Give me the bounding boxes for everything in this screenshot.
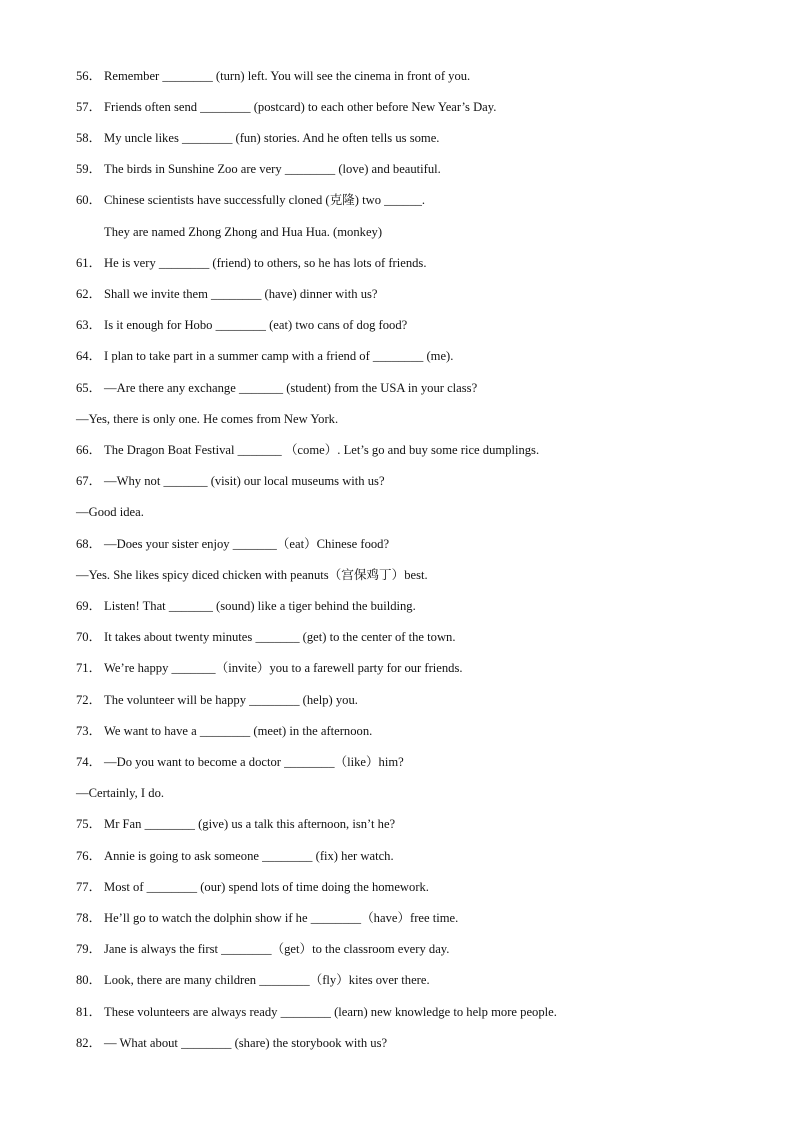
question-text: These volunteers are always ready ________ (learn) new knowledge to help more people. xyxy=(104,1005,557,1019)
question-number: 79． xyxy=(76,942,102,956)
question-number: 61． xyxy=(76,256,102,270)
question-text: —Are there any exchange _______ (student) from the USA in your class? xyxy=(104,381,478,395)
question-text: Listen! That _______ (sound) like a tiger behind the building. xyxy=(104,599,416,613)
question-number: 81． xyxy=(76,1005,102,1019)
question-text: The Dragon Boat Festival _______ （come）. Let’s go and buy some rice dumplings. xyxy=(104,443,540,457)
question-number: 74． xyxy=(76,755,102,769)
question-65 xyxy=(76,380,477,396)
question-59 xyxy=(76,161,441,177)
question-text: Is it enough for Hobo ________ (eat) two cans of dog food? xyxy=(104,318,408,332)
question-text: —Good idea. xyxy=(76,505,144,519)
question-number: 69． xyxy=(76,599,102,613)
question-63 xyxy=(76,317,407,333)
question-number: 80． xyxy=(76,973,102,987)
question-text: Mr Fan ________ (give) us a talk this afternoon, isn’t he? xyxy=(104,817,396,831)
question-number: 71． xyxy=(76,661,102,675)
question-number: 77． xyxy=(76,880,102,894)
question-67 xyxy=(76,473,385,489)
question-number: 65． xyxy=(76,381,102,395)
question-number: 64． xyxy=(76,349,102,363)
question-79 xyxy=(76,941,449,957)
question-number: 68． xyxy=(76,537,102,551)
question-number: 57． xyxy=(76,100,102,114)
question-text: The volunteer will be happy ________ (help) you. xyxy=(104,693,358,707)
question-text: Remember ________ (turn) left. You will see the cinema in front of you. xyxy=(104,69,471,83)
question-60-continuation xyxy=(104,224,382,240)
question-58 xyxy=(76,130,439,146)
question-number: 58． xyxy=(76,131,102,145)
question-text: The birds in Sunshine Zoo are very ________ (love) and beautiful. xyxy=(104,162,441,176)
question-number: 82． xyxy=(76,1036,102,1050)
question-82 xyxy=(76,1035,387,1051)
question-56 xyxy=(76,68,470,84)
question-text: —Why not _______ (visit) our local museums with us? xyxy=(104,474,385,488)
question-number: 75． xyxy=(76,817,102,831)
question-68 xyxy=(76,536,389,552)
question-text: My uncle likes ________ (fun) stories. And he often tells us some. xyxy=(104,131,440,145)
question-number: 59． xyxy=(76,162,102,176)
question-text: Shall we invite them ________ (have) dinner with us? xyxy=(104,287,378,301)
question-71 xyxy=(76,660,463,676)
question-text: — What about ________ (share) the storybook with us? xyxy=(104,1036,388,1050)
question-number: 70． xyxy=(76,630,102,644)
question-text: —Do you want to become a doctor ________（like）him? xyxy=(104,755,404,769)
question-75 xyxy=(76,816,395,832)
question-80 xyxy=(76,972,430,988)
question-text: Chinese scientists have successfully cloned (克隆) two ______. xyxy=(104,193,426,207)
question-61 xyxy=(76,255,426,271)
question-number: 72． xyxy=(76,693,102,707)
question-number: 73． xyxy=(76,724,102,738)
answer-line xyxy=(76,785,164,801)
question-text: —Yes, there is only one. He comes from New York. xyxy=(76,412,339,426)
question-text: Jane is always the first ________（get）to the classroom every day. xyxy=(104,942,450,956)
question-text: —Yes. She likes spicy diced chicken with peanuts（宫保鸡丁）best. xyxy=(76,568,428,582)
question-text: —Does your sister enjoy _______（eat）Chinese food? xyxy=(104,537,390,551)
question-text: —Certainly, I do. xyxy=(76,786,165,800)
question-81 xyxy=(76,1004,557,1020)
question-57 xyxy=(76,99,496,115)
question-text: Most of ________ (our) spend lots of time doing the homework. xyxy=(104,880,429,894)
question-text: He’ll go to watch the dolphin show if he ________（have）free time. xyxy=(104,911,459,925)
question-text: We’re happy _______（invite）you to a farewell party for our friends. xyxy=(104,661,463,675)
question-text: They are named Zhong Zhong and Hua Hua. (monkey) xyxy=(104,225,383,239)
question-text: It takes about twenty minutes _______ (get) to the center of the town. xyxy=(104,630,456,644)
question-number: 62． xyxy=(76,287,102,301)
question-70 xyxy=(76,629,456,645)
question-74 xyxy=(76,754,404,770)
answer-line xyxy=(76,567,428,583)
question-number: 78． xyxy=(76,911,102,925)
question-60 xyxy=(76,192,425,208)
question-77 xyxy=(76,879,429,895)
question-text: I plan to take part in a summer camp with a friend of ________ (me). xyxy=(104,349,454,363)
question-text: Annie is going to ask someone ________ (fix) her watch. xyxy=(104,849,394,863)
question-number: 67． xyxy=(76,474,102,488)
question-text: We want to have a ________ (meet) in the afternoon. xyxy=(104,724,373,738)
question-number: 66． xyxy=(76,443,102,457)
question-66 xyxy=(76,442,539,458)
question-72 xyxy=(76,692,358,708)
question-number: 56． xyxy=(76,69,102,83)
question-62 xyxy=(76,286,378,302)
answer-line xyxy=(76,504,144,520)
question-78 xyxy=(76,910,458,926)
question-64 xyxy=(76,348,453,364)
question-number: 63． xyxy=(76,318,102,332)
question-text: He is very ________ (friend) to others, so he has lots of friends. xyxy=(104,256,427,270)
answer-line xyxy=(76,411,338,427)
question-text: Look, there are many children ________（fly）kites over there. xyxy=(104,973,430,987)
question-number: 60． xyxy=(76,193,102,207)
question-76 xyxy=(76,848,394,864)
question-number: 76． xyxy=(76,849,102,863)
question-text: Friends often send ________ (postcard) to each other before New Year’s Day. xyxy=(104,100,497,114)
question-69 xyxy=(76,598,416,614)
question-73 xyxy=(76,723,372,739)
